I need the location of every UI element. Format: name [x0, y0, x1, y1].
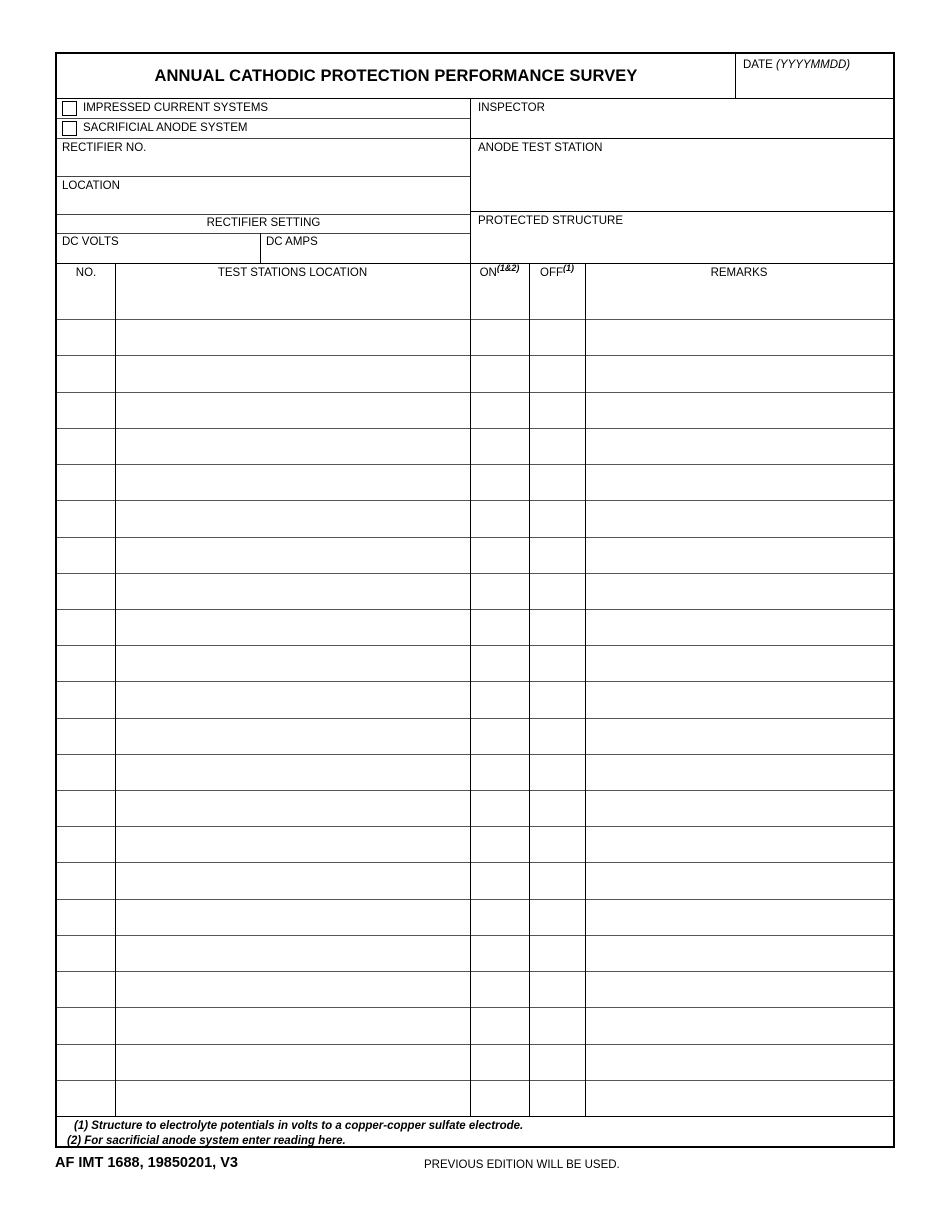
rectifier-no-input[interactable]: [58, 156, 469, 178]
table-row-divider: [57, 319, 893, 320]
table-cell-test_stations_location[interactable]: [115, 573, 470, 609]
table-cell-on[interactable]: [470, 464, 529, 500]
table-cell-off[interactable]: [529, 500, 585, 536]
table-row-divider: [57, 718, 893, 719]
table-cell-off[interactable]: [529, 355, 585, 391]
table-row-divider: [57, 392, 893, 393]
table-cell-test_stations_location[interactable]: [115, 319, 470, 355]
table-cell-off[interactable]: [529, 790, 585, 826]
table-row-divider: [57, 609, 893, 610]
table-cell-remarks[interactable]: [585, 500, 893, 536]
table-cell-on[interactable]: [470, 283, 529, 319]
table-cell-no[interactable]: [57, 319, 115, 355]
table-cell-on[interactable]: [470, 935, 529, 971]
table-row: [57, 319, 893, 355]
table-cell-no[interactable]: [57, 681, 115, 717]
table-cell-remarks[interactable]: [585, 1080, 893, 1116]
dc-volts-label: DC VOLTS: [62, 236, 119, 248]
checkbox-label-sacrificial-anode-system: SACRIFICIAL ANODE SYSTEM: [83, 122, 248, 134]
table-cell-test_stations_location[interactable]: [115, 1007, 470, 1043]
table-row: [57, 754, 893, 790]
table-cell-no[interactable]: [57, 935, 115, 971]
column-header-on-text: ON: [479, 267, 497, 279]
table-row-divider: [57, 1080, 893, 1081]
table-cell-remarks[interactable]: [585, 790, 893, 826]
table-cell-no[interactable]: [57, 609, 115, 645]
table-cell-no[interactable]: [57, 718, 115, 754]
table-cell-on[interactable]: [470, 392, 529, 428]
table-cell-no[interactable]: [57, 899, 115, 935]
table-column-divider: [529, 263, 530, 1116]
table-row-divider: [57, 355, 893, 356]
table-cell-test_stations_location[interactable]: [115, 899, 470, 935]
table-cell-test_stations_location[interactable]: [115, 355, 470, 391]
checkbox-row-impressed-current[interactable]: [57, 98, 470, 118]
table-cell-off[interactable]: [529, 537, 585, 573]
table-cell-off[interactable]: [529, 319, 585, 355]
dc-volts-input[interactable]: [58, 250, 258, 263]
location-label: LOCATION: [62, 180, 120, 192]
table-row: [57, 283, 893, 319]
table-cell-on[interactable]: [470, 718, 529, 754]
table-cell-remarks[interactable]: [585, 935, 893, 971]
table-row: [57, 1080, 893, 1116]
table-row: [57, 645, 893, 681]
table-cell-off[interactable]: [529, 392, 585, 428]
table-cell-test_stations_location[interactable]: [115, 718, 470, 754]
protected-structure-label: PROTECTED STRUCTURE: [478, 215, 624, 227]
table-cell-test_stations_location[interactable]: [115, 790, 470, 826]
table-cell-on[interactable]: [470, 1044, 529, 1080]
table-header-row: [57, 263, 893, 283]
anode-test-station-label: ANODE TEST STATION: [478, 142, 603, 154]
table-cell-off[interactable]: [529, 609, 585, 645]
table-row: [57, 935, 893, 971]
table-cell-test_stations_location[interactable]: [115, 464, 470, 500]
inspector-input[interactable]: [471, 114, 893, 138]
table-cell-remarks[interactable]: [585, 1007, 893, 1043]
table-cell-off[interactable]: [529, 464, 585, 500]
table-cell-on[interactable]: [470, 862, 529, 898]
rule-below-checkboxes: [57, 138, 470, 139]
table-cell-remarks[interactable]: [585, 645, 893, 681]
table-cell-no[interactable]: [57, 862, 115, 898]
checkbox-label-impressed-current-systems: IMPRESSED CURRENT SYSTEMS: [83, 102, 269, 114]
column-header-on: [470, 263, 529, 279]
table-cell-no[interactable]: [57, 355, 115, 391]
table-row-divider: [57, 971, 893, 972]
title-block: [57, 54, 735, 98]
form-frame: [55, 52, 895, 1148]
column-header-no: NO.: [75, 267, 97, 279]
table-row: [57, 862, 893, 898]
table-body: [57, 283, 893, 1116]
table-cell-no[interactable]: [57, 645, 115, 681]
table-cell-remarks[interactable]: [585, 718, 893, 754]
rule-below-rectifier-setting: [57, 233, 470, 234]
table-cell-no[interactable]: [57, 754, 115, 790]
date-label-text: DATE: [743, 59, 773, 71]
table-cell-no[interactable]: [57, 790, 115, 826]
column-header-off: [529, 263, 585, 279]
table-cell-off[interactable]: [529, 428, 585, 464]
table-cell-no[interactable]: [57, 392, 115, 428]
location-input[interactable]: [58, 194, 469, 214]
table-cell-no[interactable]: [57, 971, 115, 1007]
table-cell-test_stations_location[interactable]: [115, 1044, 470, 1080]
table-cell-on[interactable]: [470, 645, 529, 681]
table-cell-test_stations_location[interactable]: [115, 971, 470, 1007]
table-cell-off[interactable]: [529, 283, 585, 319]
table-cell-test_stations_location[interactable]: [115, 681, 470, 717]
table-cell-on[interactable]: [470, 500, 529, 536]
table-cell-test_stations_location[interactable]: [115, 392, 470, 428]
table-row-divider: [57, 537, 893, 538]
table-row-divider: [57, 790, 893, 791]
table-row: [57, 428, 893, 464]
form-identifier: AF IMT 1688, 19850201, V3: [55, 1155, 238, 1171]
table-cell-remarks[interactable]: [585, 283, 893, 319]
anode-test-station-input[interactable]: [471, 156, 893, 211]
column-header-remarks: REMARKS: [710, 267, 768, 279]
table-cell-test_stations_location[interactable]: [115, 862, 470, 898]
table-cell-remarks[interactable]: [585, 971, 893, 1007]
table-cell-test_stations_location[interactable]: [115, 428, 470, 464]
table-cell-no[interactable]: [57, 1044, 115, 1080]
table-row: [57, 790, 893, 826]
date-label: [743, 59, 893, 71]
table-row-divider: [57, 1044, 893, 1045]
table-row: [57, 609, 893, 645]
table-cell-on[interactable]: [470, 609, 529, 645]
table-cell-no[interactable]: [57, 500, 115, 536]
table-cell-test_stations_location[interactable]: [115, 537, 470, 573]
table-cell-test_stations_location[interactable]: [115, 754, 470, 790]
column-header-off-footnote: (1): [563, 263, 574, 274]
table-row: [57, 355, 893, 391]
table-cell-on[interactable]: [470, 1007, 529, 1043]
table-row: [57, 826, 893, 862]
table-cell-remarks[interactable]: [585, 1044, 893, 1080]
page-title: ANNUAL CATHODIC PROTECTION PERFORMANCE SURVEY: [154, 66, 638, 85]
table-cell-remarks[interactable]: [585, 537, 893, 573]
table-cell-remarks[interactable]: [585, 862, 893, 898]
table-row-divider: [57, 754, 893, 755]
table-row: [57, 464, 893, 500]
checkbox-row-sacrificial-anode[interactable]: [57, 118, 470, 138]
table-cell-remarks[interactable]: [585, 464, 893, 500]
table-cell-remarks[interactable]: [585, 609, 893, 645]
table-cell-off[interactable]: [529, 899, 585, 935]
table-cell-off[interactable]: [529, 718, 585, 754]
table-row: [57, 392, 893, 428]
table-row-divider: [57, 500, 893, 501]
table-cell-remarks[interactable]: [585, 754, 893, 790]
inspector-label: INSPECTOR: [478, 102, 545, 114]
table-row: [57, 681, 893, 717]
table-cell-no[interactable]: [57, 283, 115, 319]
note-line-1: (1) Structure to electrolyte potentials in volts to a copper-copper sulfate electrode.: [74, 1120, 524, 1132]
table-row-divider: [57, 862, 893, 863]
table-row: [57, 573, 893, 609]
date-format-hint: (YYYYMMDD): [776, 59, 851, 71]
table-cell-on[interactable]: [470, 790, 529, 826]
table-cell-on[interactable]: [470, 754, 529, 790]
rule-below-inspector: [470, 138, 893, 139]
protected-structure-input[interactable]: [471, 229, 893, 263]
table-cell-test_stations_location[interactable]: [115, 826, 470, 862]
table-cell-no[interactable]: [57, 464, 115, 500]
table-column-divider: [470, 263, 471, 1116]
column-header-test-stations-location: TEST STATIONS LOCATION: [217, 267, 368, 279]
rectifier-setting-label: RECTIFIER SETTING: [206, 217, 321, 229]
table-cell-on[interactable]: [470, 355, 529, 391]
table-cell-off[interactable]: [529, 971, 585, 1007]
table-row-divider: [57, 573, 893, 574]
table-cell-test_stations_location[interactable]: [115, 283, 470, 319]
rule-below-rectifier-no: [57, 176, 470, 177]
rule-below-location: [57, 214, 470, 215]
table-cell-remarks[interactable]: [585, 319, 893, 355]
table-cell-on[interactable]: [470, 428, 529, 464]
table-cell-on[interactable]: [470, 826, 529, 862]
table-cell-no[interactable]: [57, 1080, 115, 1116]
table-row: [57, 971, 893, 1007]
table-row-divider: [57, 645, 893, 646]
table-row: [57, 1044, 893, 1080]
table-cell-no[interactable]: [57, 537, 115, 573]
table-row-divider: [57, 1007, 893, 1008]
table-cell-remarks[interactable]: [585, 392, 893, 428]
table-cell-test_stations_location[interactable]: [115, 645, 470, 681]
table-row: [57, 537, 893, 573]
table-cell-off[interactable]: [529, 681, 585, 717]
table-cell-on[interactable]: [470, 573, 529, 609]
table-cell-no[interactable]: [57, 826, 115, 862]
table-column-divider: [585, 263, 586, 1116]
table-cell-remarks[interactable]: [585, 355, 893, 391]
table-cell-off[interactable]: [529, 754, 585, 790]
table-cell-test_stations_location[interactable]: [115, 500, 470, 536]
table-cell-no[interactable]: [57, 1007, 115, 1043]
table-row-divider: [57, 935, 893, 936]
table-cell-test_stations_location[interactable]: [115, 1080, 470, 1116]
table-cell-off[interactable]: [529, 645, 585, 681]
table-cell-off[interactable]: [529, 1007, 585, 1043]
date-field-block[interactable]: [735, 54, 893, 98]
table-cell-off[interactable]: [529, 1080, 585, 1116]
table-cell-off[interactable]: [529, 1044, 585, 1080]
table-row: [57, 899, 893, 935]
table-cell-no[interactable]: [57, 428, 115, 464]
table-cell-on[interactable]: [470, 319, 529, 355]
table-cell-remarks[interactable]: [585, 428, 893, 464]
table-cell-test_stations_location[interactable]: [115, 935, 470, 971]
table-cell-no[interactable]: [57, 573, 115, 609]
table-row-divider: [57, 826, 893, 827]
table-cell-off[interactable]: [529, 826, 585, 862]
checkbox-impressed-current-systems[interactable]: [62, 101, 77, 116]
table-cell-off[interactable]: [529, 935, 585, 971]
table-cell-remarks[interactable]: [585, 826, 893, 862]
table-cell-on[interactable]: [470, 537, 529, 573]
table-row-divider: [57, 464, 893, 465]
dc-amps-label: DC AMPS: [266, 236, 318, 248]
table-row: [57, 500, 893, 536]
table-cell-remarks[interactable]: [585, 899, 893, 935]
column-header-on-footnote: (1&2): [496, 263, 520, 274]
table-row-divider: [57, 681, 893, 682]
table-cell-remarks[interactable]: [585, 681, 893, 717]
divider-dc-volts-dc-amps: [260, 233, 261, 263]
table-cell-on[interactable]: [470, 971, 529, 1007]
table-row: [57, 718, 893, 754]
rectifier-no-label: RECTIFIER NO.: [62, 142, 147, 154]
rule-below-anode-test-station: [470, 211, 893, 212]
table-cell-on[interactable]: [470, 681, 529, 717]
dc-amps-input[interactable]: [262, 250, 469, 263]
table-cell-on[interactable]: [470, 899, 529, 935]
notes-block: [57, 1116, 893, 1148]
table-row-divider: [57, 899, 893, 900]
column-header-off-text: OFF: [540, 267, 563, 279]
table-row: [57, 1007, 893, 1043]
checkbox-sacrificial-anode-system[interactable]: [62, 121, 77, 136]
table-row-divider: [57, 428, 893, 429]
table-cell-on[interactable]: [470, 1080, 529, 1116]
table-column-divider: [115, 263, 116, 1116]
note-line-2: (2) For sacrificial anode system enter reading here.: [67, 1134, 346, 1147]
table-cell-test_stations_location[interactable]: [115, 609, 470, 645]
previous-edition-note: PREVIOUS EDITION WILL BE USED.: [424, 1159, 620, 1171]
table-cell-off[interactable]: [529, 573, 585, 609]
table-cell-off[interactable]: [529, 862, 585, 898]
table-cell-remarks[interactable]: [585, 573, 893, 609]
